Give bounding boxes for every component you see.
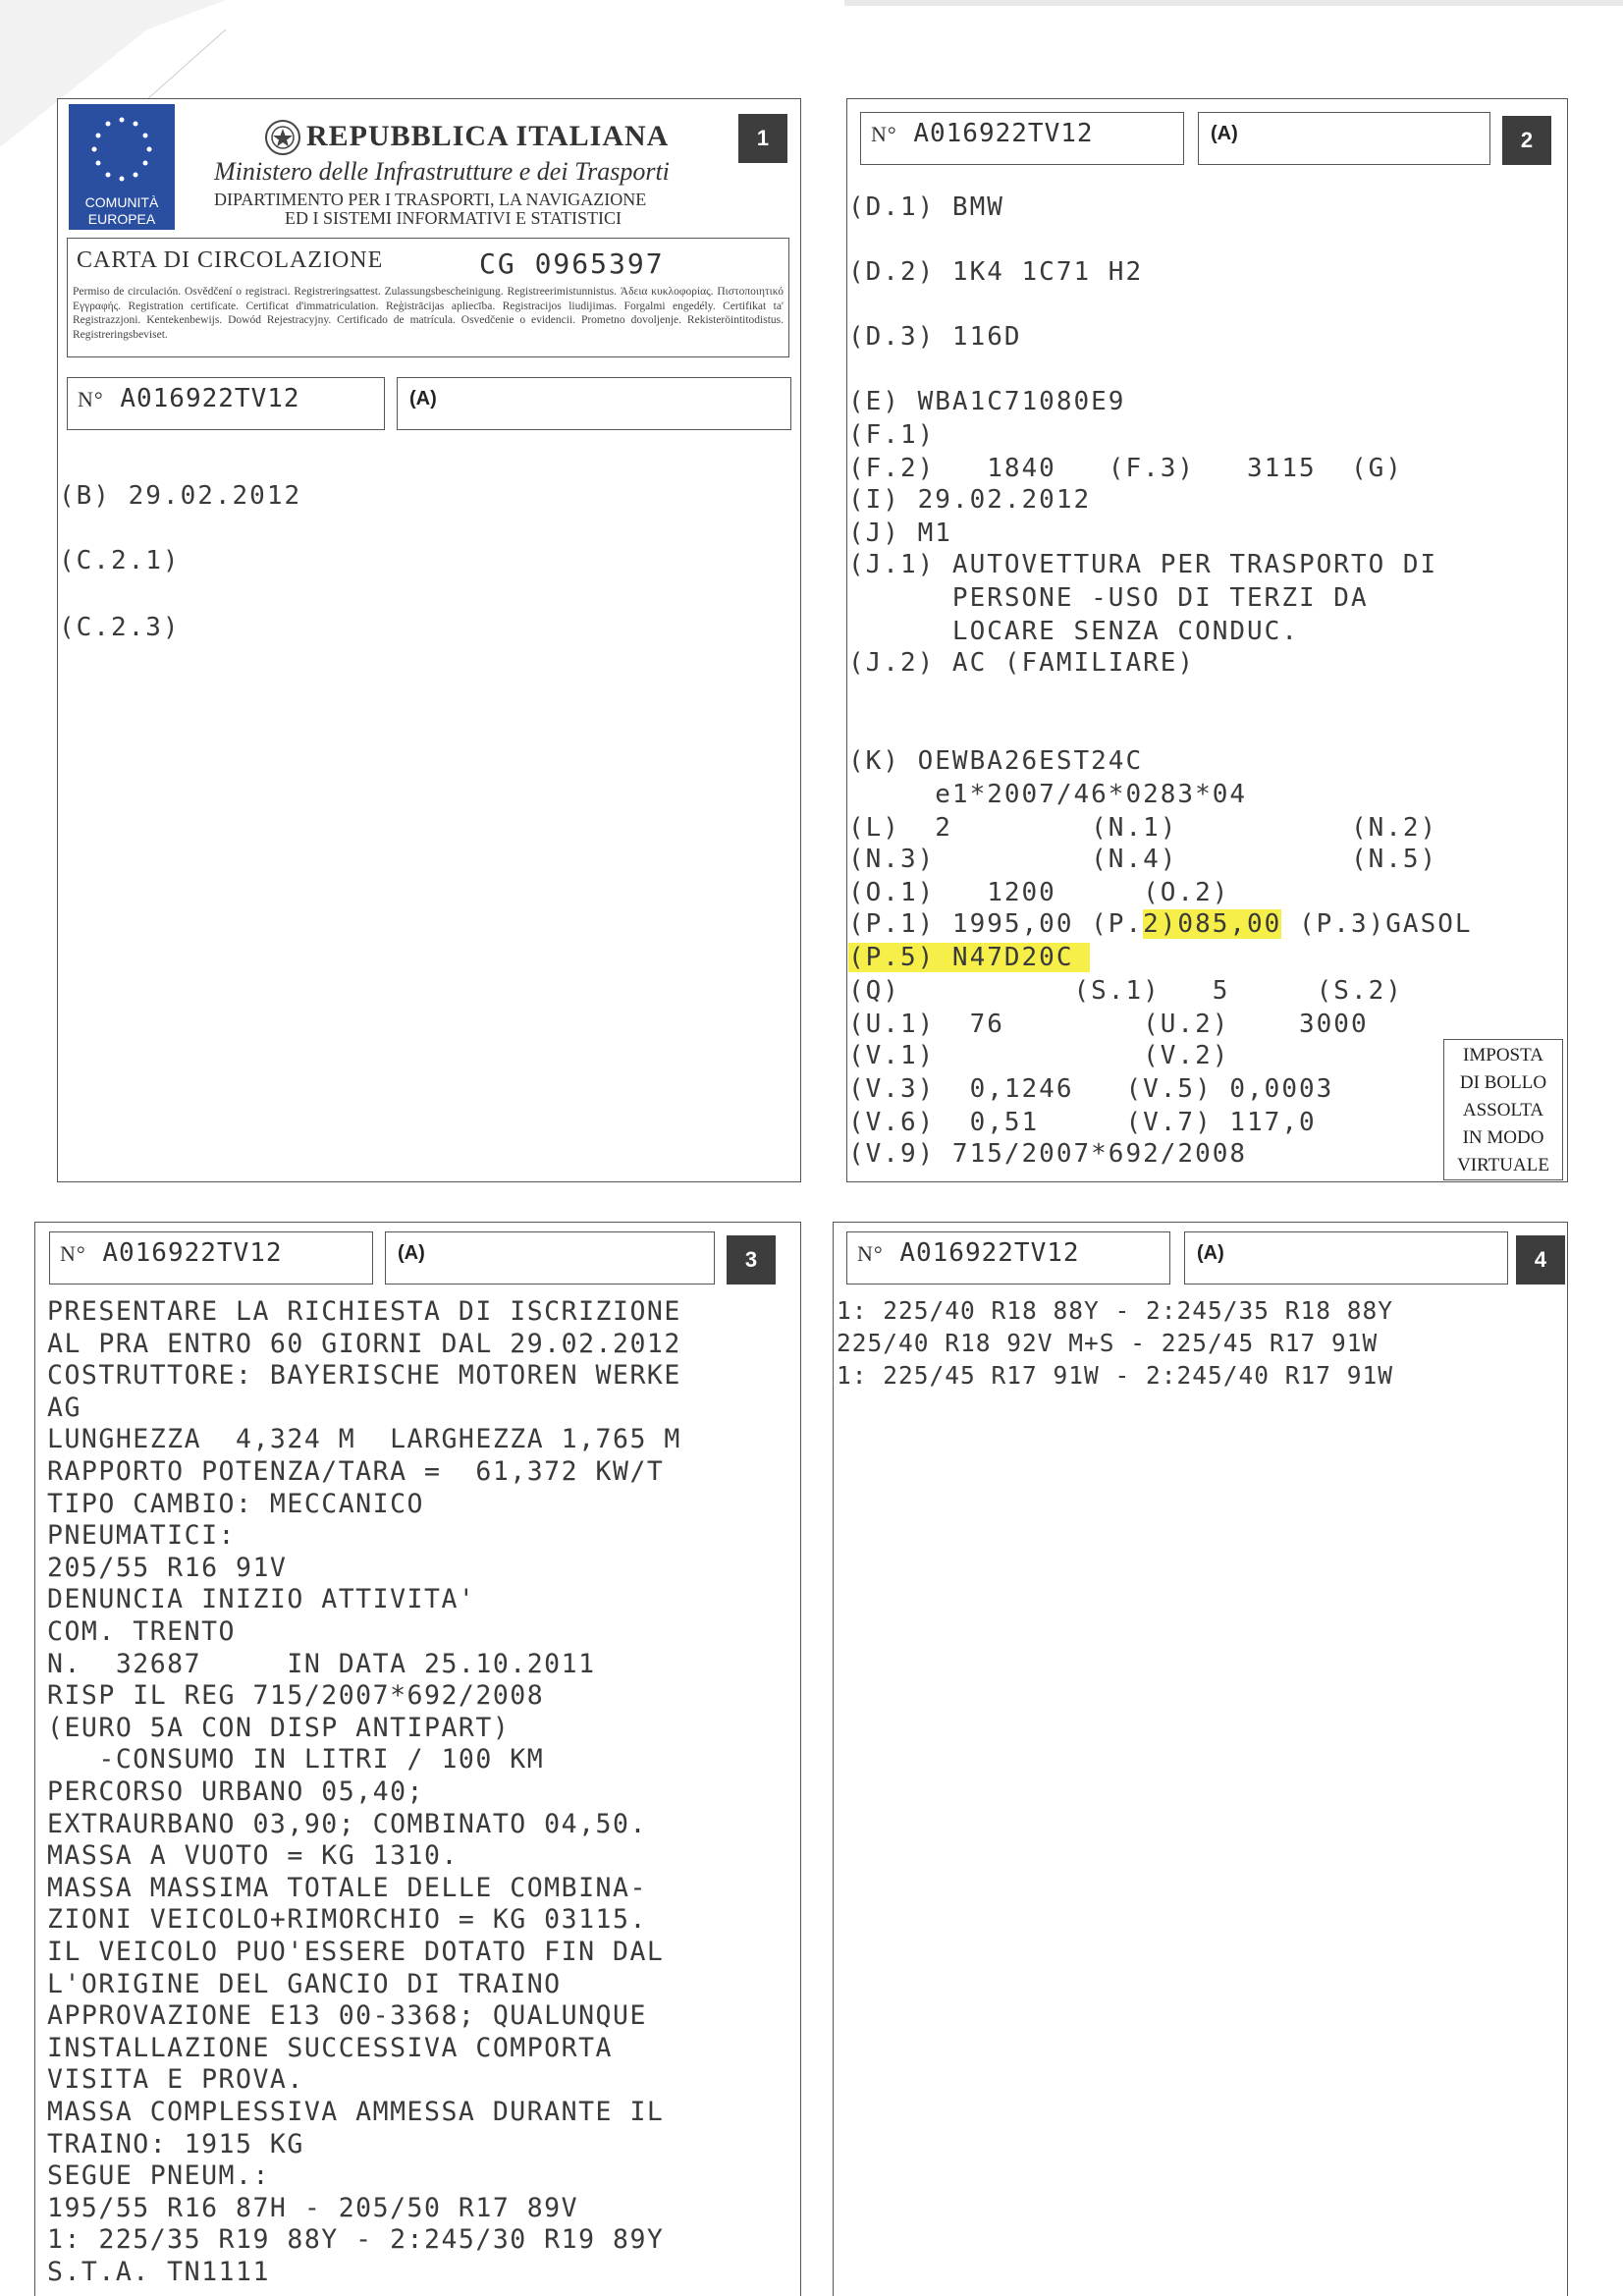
field-d2: (D.2) 1K4 1C71 H2 — [848, 257, 1144, 287]
panel-4-line: 225/40 R18 92V M+S - 225/45 R17 91W — [837, 1329, 1379, 1357]
field-c21: (C.2.1) — [59, 546, 181, 575]
field-v9: (V.9) 715/2007*692/2008 — [848, 1139, 1248, 1169]
panel-4-line: 1: 225/45 R17 91W - 2:245/40 R17 91W — [837, 1361, 1394, 1390]
field-e: (E) WBA1C71080E9 — [848, 387, 1126, 416]
panel-number-2: 2 — [1502, 116, 1551, 165]
panel-3-line: N. 32687 IN DATA 25.10.2011 — [47, 1648, 596, 1679]
a-box-1: (A) — [397, 377, 791, 430]
field-j1-cont-1: PERSONE -USO DI TERZI DA — [848, 583, 1369, 613]
panel-4-line: 1: 225/40 R18 88Y - 2:245/35 R18 88Y — [837, 1296, 1394, 1325]
panel-3-line: SEGUE PNEUM.: — [47, 2160, 270, 2192]
document-title: CARTA DI CIRCOLAZIONE — [77, 247, 384, 273]
highlighted-p5: (P.5) N47D20C — [848, 943, 1090, 972]
panel-3-line: PNEUMATICI: — [47, 1520, 236, 1552]
field-j1-cont-2: LOCARE SENZA CONDUC. — [848, 617, 1299, 646]
field-p1-p3 — [848, 909, 1473, 939]
field-f1: (F.1) — [848, 420, 936, 450]
ministry-name: Ministero delle Infrastrutture e dei Trasporti — [214, 157, 670, 186]
field-c23: (C.2.3) — [59, 613, 181, 642]
field-k: (K) OEWBA26EST24C — [848, 746, 1144, 776]
a-box-2: (A) — [1198, 112, 1490, 165]
panel-3-line: VISITA E PROVA. — [47, 2064, 304, 2096]
field-k-approval: e1*2007/46*0283*04 — [848, 780, 1248, 809]
doc-id: A016922TV12 — [899, 1238, 1080, 1268]
field-u: (U.1) 76 (U.2) 3000 — [848, 1010, 1369, 1039]
panel-3-line: MASSA A VUOTO = KG 1310. — [47, 1840, 459, 1872]
field-o: (O.1) 1200 (O.2) — [848, 878, 1230, 907]
panel-3-line: ZIONI VEICOLO+RIMORCHIO = KG 03115. — [47, 1904, 647, 1936]
panel-3-line: PRESENTARE LA RICHIESTA DI ISCRIZIONE — [47, 1296, 681, 1327]
panel-3-line: 195/55 R16 87H - 205/50 R17 89V — [47, 2192, 579, 2223]
field-p3: (P.3)GASOL — [1281, 909, 1473, 939]
panel-3-line: EXTRAURBANO 03,90; COMBINATO 04,50. — [47, 1808, 647, 1839]
field-j1: (J.1) AUTOVETTURA PER TRASPORTO DI — [848, 550, 1438, 579]
no-label: N° — [60, 1241, 86, 1266]
panel-3-line: MASSA MASSIMA TOTALE DELLE COMBINA- — [47, 1872, 647, 1903]
document-number: CG 0965397 — [479, 247, 665, 280]
panel-3-line: APPROVAZIONE E13 00-3368; QUALUNQUE — [47, 2000, 647, 2032]
no-label: N° — [78, 387, 104, 411]
field-n3-n5: (N.3) (N.4) (N.5) — [848, 845, 1438, 874]
panel-3-line: IL VEICOLO PUO'ESSERE DOTATO FIN DAL — [47, 1937, 665, 1967]
panel-3-line: PERCORSO URBANO 05,40; — [47, 1777, 424, 1807]
department-line-2: ED I SISTEMI INFORMATIVI E STATISTICI — [285, 208, 622, 228]
panel-3-line: S.T.A. TN1111 — [47, 2257, 270, 2287]
field-l-n: (L) 2 (N.1) (N.2) — [848, 813, 1438, 843]
doc-id: A016922TV12 — [102, 1238, 283, 1268]
department-line-1: DIPARTIMENTO PER I TRASPORTI, LA NAVIGAZIONE — [214, 190, 647, 209]
republic-emblem-icon — [263, 118, 302, 157]
field-f2-f3-g: (F.2) 1840 (F.3) 3115 (G) — [848, 454, 1403, 483]
translations-text: Permiso de circulación. Osvědčení o registraci. Registreringsattest. Zulassungsbescheinigung. Registreerimistunnistus. Άδεια κυκλοφορίας. Πιστοποιητικό Εγγραφής. Registration certificate. Certificat d'immatriculation. Reģistrācijas apliecība. Registracijos liudijimas. Forgalmi engedély. Certifikat ta' Registrazzjoni. Kentekenbewijs. Dowód Rejestracyjny. Certificado de matrícula. Osvedčenie o evidencii. Prometno dovoljenje. Rekisteröintitodistus. Registreringsbeviset. — [73, 286, 784, 341]
eu-stars-icon — [69, 104, 175, 192]
panel-3-line: RISP IL REG 715/2007*692/2008 — [47, 1680, 545, 1712]
doc-id-box-3 — [49, 1231, 373, 1285]
panel-3-line: AL PRA ENTRO 60 GIORNI DAL 29.02.2012 — [47, 1328, 681, 1359]
panel-3-line: COSTRUTTORE: BAYERISCHE MOTOREN WERKE — [47, 1360, 681, 1392]
no-label: N° — [871, 122, 897, 146]
panel-3-line: MASSA COMPLESSIVA AMMESSA DURANTE IL — [47, 2097, 665, 2127]
field-d3: (D.3) 116D — [848, 322, 1022, 352]
panel-3-line: TRAINO: 1915 KG — [47, 2128, 304, 2159]
eu-label: COMUNITÀ EUROPEA — [84, 194, 159, 227]
doc-id: A016922TV12 — [120, 384, 300, 413]
doc-id-box-4 — [846, 1231, 1170, 1285]
a-box-4: (A) — [1184, 1231, 1508, 1285]
panel-3-line: (EURO 5A CON DISP ANTIPART) — [47, 1712, 511, 1743]
no-label: N° — [857, 1241, 884, 1266]
panel-3-line: LUNGHEZZA 4,324 M LARGHEZZA 1,765 M — [47, 1424, 681, 1455]
field-p5 — [848, 943, 1090, 972]
field-j2: (J.2) AC (FAMILIARE) — [848, 648, 1196, 678]
republic-title: REPUBBLICA ITALIANA — [306, 120, 670, 152]
panel-3-line: COM. TRENTO — [47, 1616, 236, 1647]
panel-3-line: 205/55 R16 91V — [47, 1552, 288, 1583]
field-i: (I) 29.02.2012 — [848, 485, 1092, 515]
doc-id: A016922TV12 — [913, 119, 1094, 148]
field-d1: (D.1) BMW — [848, 192, 1004, 222]
panel-number-4: 4 — [1516, 1235, 1565, 1285]
page-top-line — [844, 0, 1623, 6]
field-p1: (P.1) 1995,00 (P. — [848, 909, 1144, 939]
panel-number-3: 3 — [727, 1235, 776, 1285]
eu-flag — [69, 104, 175, 230]
panel-3-line: L'ORIGINE DEL GANCIO DI TRAINO — [47, 1968, 562, 1999]
a-box-3: (A) — [385, 1231, 715, 1285]
panel-3-line: INSTALLAZIONE SUCCESSIVA COMPORTA — [47, 2032, 613, 2063]
field-v1-v2: (V.1) (V.2) — [848, 1041, 1230, 1070]
panel-3-line: RAPPORTO POTENZA/TARA = 61,372 KW/T — [47, 1456, 665, 1487]
doc-id-box-1 — [67, 377, 385, 430]
panel-3-line: DENUNCIA INIZIO ATTIVITA' — [47, 1584, 476, 1615]
panel-3-line: -CONSUMO IN LITRI / 100 KM — [47, 1744, 545, 1776]
tax-stamp: IMPOSTA DI BOLLO ASSOLTA IN MODO VIRTUALE — [1443, 1039, 1563, 1180]
highlighted-p2: 2)085,00 — [1143, 909, 1282, 939]
field-v3-v5: (V.3) 0,1246 (V.5) 0,0003 — [848, 1074, 1334, 1104]
panel-3-line: 1: 225/35 R19 88Y - 2:245/30 R19 89Y — [47, 2224, 665, 2256]
field-q-s: (Q) (S.1) 5 (S.2) — [848, 976, 1403, 1006]
field-j: (J) M1 — [848, 519, 952, 548]
panel-3-line: TIPO CAMBIO: MECCANICO — [47, 1488, 424, 1519]
doc-id-box-2 — [860, 112, 1184, 165]
panel-3-line: AG — [47, 1392, 81, 1423]
field-v6-v7: (V.6) 0,51 (V.7) 117,0 — [848, 1108, 1317, 1137]
panel-number-1: 1 — [738, 114, 787, 163]
field-b: (B) 29.02.2012 — [59, 481, 302, 511]
